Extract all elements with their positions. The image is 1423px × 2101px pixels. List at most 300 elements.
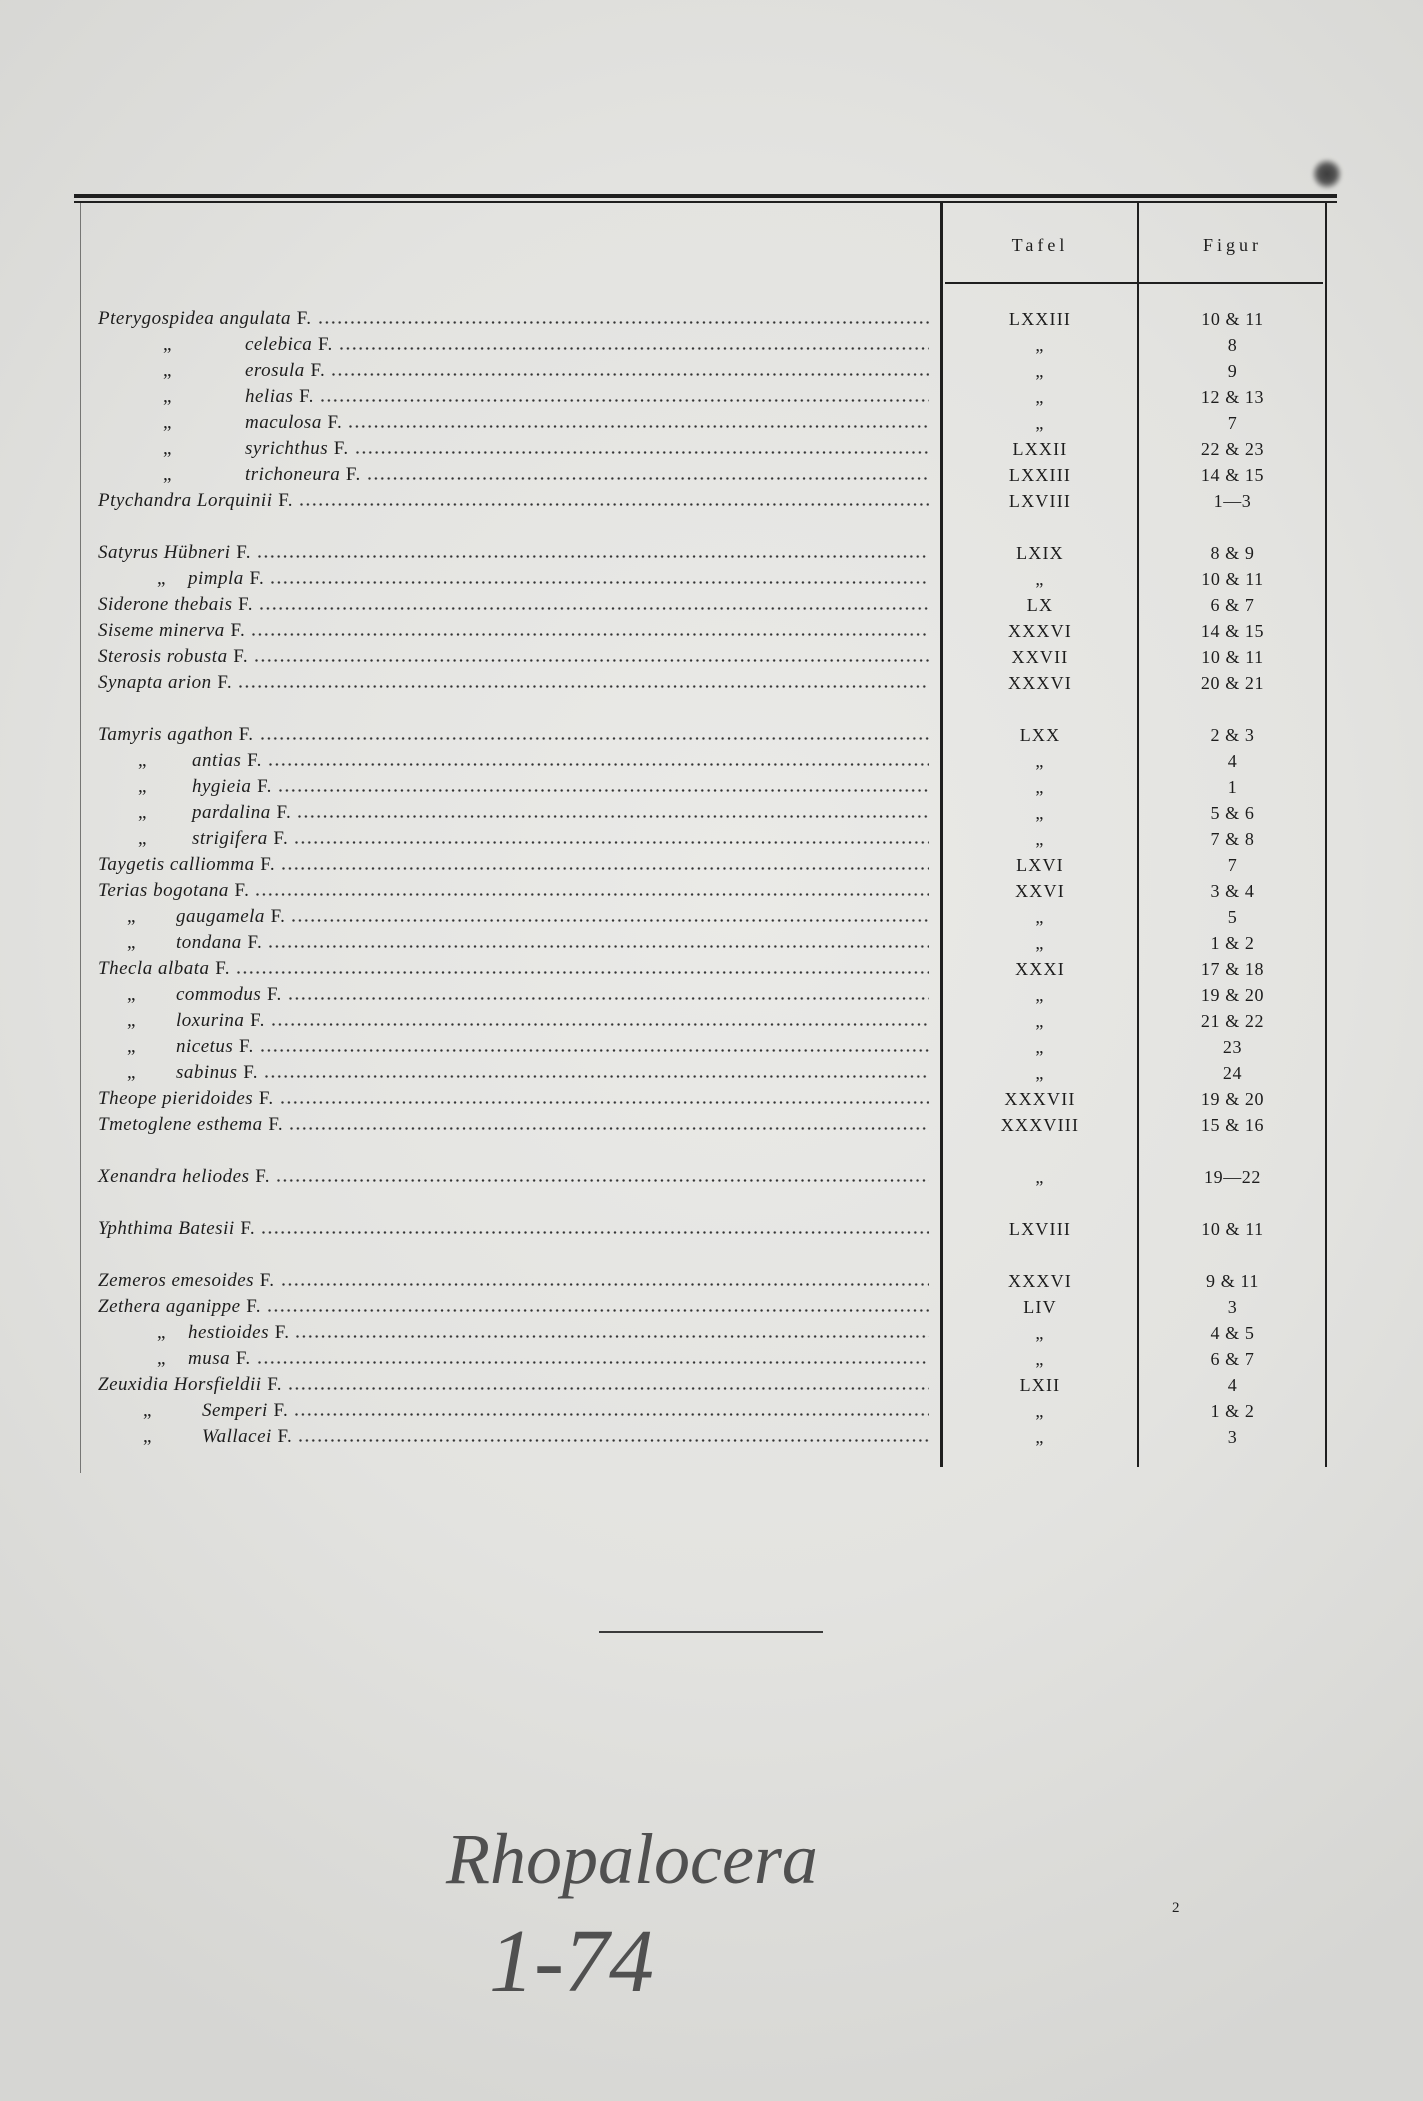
figur-value: 6 & 7	[1210, 1349, 1255, 1369]
entry-name-cell	[176, 982, 929, 1008]
dot-leader	[261, 1049, 929, 1052]
index-row	[0, 800, 1423, 826]
author-abbreviation: F.	[215, 958, 231, 979]
page-number: 2	[1172, 1900, 1180, 1916]
author-abbreviation: F.	[247, 750, 262, 771]
dot-leader	[255, 659, 929, 662]
species-name: celebica	[245, 334, 313, 355]
dot-leader	[277, 1179, 929, 1182]
entry-name-cell	[98, 670, 929, 696]
index-row	[0, 384, 1423, 410]
species-name: hestioides	[188, 1322, 269, 1343]
figur-value: 1	[1227, 777, 1238, 797]
tafel-value: „	[1035, 1323, 1045, 1343]
dot-leader	[296, 1335, 929, 1338]
tafel-value: „	[1035, 777, 1045, 797]
handwritten-range: 1-74	[489, 1912, 654, 2011]
index-row	[0, 956, 1423, 982]
entry-name-cell	[98, 1268, 929, 1294]
species-name: maculosa	[245, 412, 322, 433]
dot-leader	[349, 425, 929, 428]
author-abbreviation: F.	[276, 802, 292, 823]
ditto-mark: „	[163, 464, 172, 485]
species-name: Ptychandra Lorquinii	[98, 490, 273, 511]
entry-name-cell	[245, 332, 929, 358]
entry-name-cell	[98, 852, 929, 878]
ditto-mark: „	[157, 1322, 166, 1343]
ditto-mark: „	[143, 1400, 152, 1421]
ditto-mark: „	[163, 412, 172, 433]
species-name: loxurina	[176, 1010, 245, 1031]
tafel-value: „	[1035, 569, 1045, 589]
tafel-value: „	[1035, 1427, 1045, 1447]
tafel-value: XXXI	[1015, 959, 1065, 979]
species-name: Taygetis calliomma	[98, 854, 255, 875]
figur-value: 20 & 21	[1200, 673, 1265, 693]
tafel-value: „	[1035, 1063, 1045, 1083]
dot-leader	[368, 477, 929, 480]
tafel-value: „	[1035, 413, 1045, 433]
index-row	[0, 982, 1423, 1008]
figur-value: 5	[1227, 907, 1238, 927]
index-row	[0, 488, 1423, 514]
species-name: pardalina	[192, 802, 271, 823]
entry-name-cell	[245, 358, 929, 384]
index-row	[0, 1034, 1423, 1060]
species-name: hygieia	[192, 776, 252, 797]
species-name: pimpla	[188, 568, 244, 589]
species-name: Sterosis robusta	[98, 646, 228, 667]
species-name: Wallacei	[202, 1426, 272, 1447]
figur-value: 19—22	[1204, 1167, 1261, 1187]
index-row	[0, 306, 1423, 332]
entry-name-cell	[98, 1216, 929, 1242]
tafel-value: „	[1035, 829, 1045, 849]
entry-name-cell	[192, 774, 929, 800]
tafel-value: LXIX	[1016, 543, 1064, 563]
tafel-value: „	[1035, 985, 1045, 1005]
tafel-value: LX	[1026, 595, 1054, 615]
figur-value: 3	[1227, 1297, 1238, 1317]
tafel-value: „	[1035, 933, 1045, 953]
dot-leader	[319, 321, 929, 324]
ditto-mark: „	[163, 386, 172, 407]
tafel-value: „	[1035, 387, 1045, 407]
author-abbreviation: F.	[267, 1374, 283, 1395]
index-row	[0, 878, 1423, 904]
figur-value: 10 & 11	[1201, 309, 1264, 329]
entry-name-cell	[98, 592, 929, 618]
dot-leader	[289, 997, 929, 1000]
dot-leader	[272, 1023, 929, 1026]
species-name: syrichthus	[245, 438, 329, 459]
ditto-mark: „	[138, 776, 147, 797]
figur-value: 4	[1227, 751, 1238, 771]
figur-value: 7	[1227, 855, 1238, 875]
dot-leader	[281, 1101, 929, 1104]
author-abbreviation: F.	[238, 594, 253, 615]
author-abbreviation: F.	[277, 1426, 293, 1447]
ditto-mark: „	[138, 750, 147, 771]
ditto-mark: „	[163, 360, 172, 381]
index-row	[0, 410, 1423, 436]
dot-leader	[356, 451, 929, 454]
author-abbreviation: F.	[270, 906, 286, 927]
figur-value: 10 & 11	[1201, 647, 1264, 667]
entry-name-cell	[98, 956, 929, 982]
author-abbreviation: F.	[317, 334, 333, 355]
index-row	[0, 904, 1423, 930]
figur-value: 7 & 8	[1210, 829, 1255, 849]
index-row	[0, 1372, 1423, 1398]
entry-name-cell	[98, 488, 929, 514]
figur-value: 6 & 7	[1210, 595, 1255, 615]
entry-name-cell	[98, 878, 929, 904]
index-row	[0, 436, 1423, 462]
figur-value: 4 & 5	[1210, 1323, 1255, 1343]
dot-leader	[298, 815, 929, 818]
author-abbreviation: F.	[327, 412, 343, 433]
index-row	[0, 1086, 1423, 1112]
ditto-mark: „	[127, 1036, 136, 1057]
author-abbreviation: F.	[273, 828, 289, 849]
index-row	[0, 1268, 1423, 1294]
author-abbreviation: F.	[273, 1400, 289, 1421]
species-name: helias	[245, 386, 294, 407]
entry-name-cell	[188, 566, 929, 592]
dot-leader	[262, 1231, 929, 1234]
tafel-value: LXII	[1019, 1375, 1061, 1395]
entry-name-cell	[98, 1372, 929, 1398]
entry-name-cell	[176, 1008, 929, 1034]
handwritten-title: Rhopalocera	[446, 1819, 818, 1899]
index-row	[0, 852, 1423, 878]
author-abbreviation: F.	[246, 1296, 262, 1317]
author-abbreviation: F.	[259, 1270, 275, 1291]
index-row	[0, 1060, 1423, 1086]
figur-value: 8 & 9	[1210, 543, 1255, 563]
tafel-value: „	[1035, 1011, 1045, 1031]
dot-leader	[282, 867, 929, 870]
index-row	[0, 332, 1423, 358]
figur-column-header: Figur	[1202, 235, 1262, 255]
entry-name-cell	[188, 1320, 929, 1346]
species-name: tondana	[176, 932, 242, 953]
species-name: sabinus	[176, 1062, 238, 1083]
author-abbreviation: F.	[217, 672, 233, 693]
ditto-mark: „	[127, 932, 136, 953]
figur-value: 19 & 20	[1200, 985, 1265, 1005]
index-row	[0, 1216, 1423, 1242]
figur-value: 1 & 2	[1210, 1401, 1255, 1421]
figur-value: 3	[1227, 1427, 1238, 1447]
tafel-value: „	[1035, 361, 1045, 381]
figur-value: 1 & 2	[1210, 933, 1255, 953]
dot-leader	[252, 633, 929, 636]
index-row	[0, 462, 1423, 488]
species-name: Semperi	[202, 1400, 268, 1421]
figur-value: 9	[1227, 361, 1238, 381]
entry-name-cell	[98, 1294, 929, 1320]
ditto-mark: „	[163, 438, 172, 459]
tafel-value: „	[1035, 907, 1045, 927]
author-abbreviation: F.	[235, 1348, 251, 1369]
entry-name-cell	[98, 540, 929, 566]
tafel-value: XXXVIII	[1000, 1115, 1080, 1135]
species-name: erosula	[245, 360, 305, 381]
ditto-mark: „	[127, 1010, 136, 1031]
index-row	[0, 1164, 1423, 1190]
entry-name-cell	[192, 800, 929, 826]
tafel-value: LXXIII	[1008, 465, 1072, 485]
tafel-value: LXXIII	[1008, 309, 1072, 329]
figur-value: 17 & 18	[1200, 959, 1265, 979]
dot-leader	[269, 945, 929, 948]
entry-name-cell	[176, 904, 929, 930]
figur-value: 23	[1222, 1037, 1243, 1057]
ditto-mark: „	[127, 1062, 136, 1083]
figur-value: 14 & 15	[1200, 465, 1265, 485]
figur-value: 5 & 6	[1210, 803, 1255, 823]
ditto-mark: „	[157, 568, 166, 589]
ditto-mark: „	[127, 906, 136, 927]
index-row	[0, 358, 1423, 384]
entry-name-cell	[202, 1424, 929, 1450]
index-row	[0, 566, 1423, 592]
dot-leader	[258, 1361, 929, 1364]
figur-value: 9 & 11	[1206, 1271, 1259, 1291]
species-name: commodus	[176, 984, 262, 1005]
species-name: Yphthima Batesii	[98, 1218, 235, 1239]
entry-name-cell	[98, 644, 929, 670]
entry-name-cell	[245, 410, 929, 436]
tafel-value: XXXVI	[1008, 673, 1072, 693]
index-row	[0, 722, 1423, 748]
species-name: Terias bogotana	[98, 880, 229, 901]
tafel-value: XXVI	[1015, 881, 1065, 901]
species-name: Xenandra heliodes	[98, 1166, 250, 1187]
tafel-value: LXVIII	[1008, 491, 1072, 511]
tafel-value: „	[1035, 1401, 1045, 1421]
tafel-value: XXXVII	[1004, 1089, 1076, 1109]
tafel-value: „	[1035, 1037, 1045, 1057]
species-name: Tamyris agathon	[98, 724, 234, 745]
ditto-mark: „	[138, 802, 147, 823]
species-name: Zemeros emesoides	[98, 1270, 255, 1291]
index-row	[0, 1424, 1423, 1450]
entry-name-cell	[98, 618, 929, 644]
tafel-value: LXX	[1019, 725, 1061, 745]
index-row	[0, 748, 1423, 774]
species-name: gaugamela	[176, 906, 265, 927]
figur-value: 2 & 3	[1210, 725, 1255, 745]
author-abbreviation: F.	[233, 646, 249, 667]
author-abbreviation: F.	[240, 1218, 256, 1239]
ditto-mark: „	[138, 828, 147, 849]
species-name: Synapta arion	[98, 672, 212, 693]
dot-leader	[340, 347, 929, 350]
dot-leader	[295, 841, 929, 844]
author-abbreviation: F.	[250, 1010, 265, 1031]
dot-leader	[261, 737, 929, 740]
dot-leader	[239, 685, 929, 688]
ditto-mark: „	[143, 1426, 152, 1447]
dot-leader	[299, 1439, 929, 1442]
species-name: Thecla albata	[98, 958, 210, 979]
entry-name-cell	[98, 1086, 929, 1112]
index-row	[0, 1008, 1423, 1034]
ditto-mark: „	[127, 984, 136, 1005]
index-row	[0, 1112, 1423, 1138]
tafel-value: „	[1035, 751, 1045, 771]
tafel-value: XXXVI	[1008, 621, 1072, 641]
species-name: Tmetoglene esthema	[98, 1114, 263, 1135]
entry-name-cell	[98, 722, 929, 748]
entry-name-cell	[176, 1034, 929, 1060]
species-name: Pterygospidea angulata	[98, 308, 292, 329]
figur-value: 22 & 23	[1200, 439, 1265, 459]
figur-value: 4	[1227, 1375, 1238, 1395]
entry-name-cell	[98, 1112, 929, 1138]
figur-value: 21 & 22	[1200, 1011, 1265, 1031]
entry-name-cell	[188, 1346, 929, 1372]
ditto-mark: „	[163, 334, 172, 355]
index-row	[0, 826, 1423, 852]
dot-leader	[265, 1075, 929, 1078]
tafel-value: LIV	[1023, 1297, 1057, 1317]
index-row	[0, 540, 1423, 566]
species-name: Siderone thebais	[98, 594, 233, 615]
entry-name-cell	[176, 930, 929, 956]
dot-leader	[268, 1309, 929, 1312]
author-abbreviation: F.	[249, 568, 265, 589]
entry-name-cell	[98, 1164, 929, 1190]
author-abbreviation: F.	[260, 854, 276, 875]
dot-leader	[279, 789, 929, 792]
index-row	[0, 930, 1423, 956]
tafel-value: „	[1035, 1167, 1045, 1187]
tafel-value: LXVI	[1016, 855, 1064, 875]
author-abbreviation: F.	[257, 776, 272, 797]
author-abbreviation: F.	[238, 724, 254, 745]
tafel-value: „	[1035, 335, 1045, 355]
author-abbreviation: F.	[296, 308, 312, 329]
author-abbreviation: F.	[299, 386, 314, 407]
dot-leader	[290, 1127, 929, 1130]
dot-leader	[289, 1387, 929, 1390]
author-abbreviation: F.	[236, 542, 252, 563]
index-row	[0, 1294, 1423, 1320]
ditto-mark: „	[157, 1348, 166, 1369]
index-row	[0, 1398, 1423, 1424]
tafel-value: LXVIII	[1008, 1219, 1072, 1239]
dot-leader	[256, 893, 929, 896]
figur-value: 8	[1227, 335, 1238, 355]
figur-value: 10 & 11	[1201, 1219, 1264, 1239]
species-name: strigifera	[192, 828, 268, 849]
dot-leader	[292, 919, 929, 922]
author-abbreviation: F.	[243, 1062, 259, 1083]
species-name: trichoneura	[245, 464, 341, 485]
dot-leader	[300, 503, 929, 506]
entry-name-cell	[245, 384, 929, 410]
dot-leader	[295, 1413, 929, 1416]
species-name: antias	[192, 750, 242, 771]
species-name: Theope pieridoides	[98, 1088, 254, 1109]
figur-value: 1—3	[1213, 491, 1252, 511]
dot-leader	[282, 1283, 929, 1286]
author-abbreviation: F.	[333, 438, 349, 459]
dot-leader	[269, 763, 929, 766]
species-name: Zethera aganippe	[98, 1296, 241, 1317]
dot-leader	[332, 373, 929, 376]
tafel-value: LXXII	[1012, 439, 1068, 459]
entry-name-cell	[202, 1398, 929, 1424]
tafel-value: „	[1035, 803, 1045, 823]
index-row	[0, 592, 1423, 618]
index-row	[0, 670, 1423, 696]
figur-value: 10 & 11	[1201, 569, 1264, 589]
dot-leader	[260, 607, 929, 610]
author-abbreviation: F.	[255, 1166, 270, 1187]
index-row	[0, 774, 1423, 800]
entry-name-cell	[245, 436, 929, 462]
author-abbreviation: F.	[345, 464, 361, 485]
figur-value: 24	[1222, 1063, 1243, 1083]
figur-value: 7	[1227, 413, 1238, 433]
figur-value: 14 & 15	[1200, 621, 1265, 641]
entry-name-cell	[98, 306, 929, 332]
entry-name-cell	[192, 748, 929, 774]
tafel-value: XXXVI	[1008, 1271, 1072, 1291]
species-name: musa	[188, 1348, 231, 1369]
figur-value: 12 & 13	[1200, 387, 1265, 407]
entry-name-cell	[245, 462, 929, 488]
species-name: nicetus	[176, 1036, 234, 1057]
author-abbreviation: F.	[239, 1036, 254, 1057]
species-name: Zeuxidia Horsfieldii	[98, 1374, 262, 1395]
dot-leader	[258, 555, 929, 558]
figur-value: 19 & 20	[1200, 1089, 1265, 1109]
index-row	[0, 618, 1423, 644]
index-row	[0, 1346, 1423, 1372]
author-abbreviation: F.	[310, 360, 326, 381]
author-abbreviation: F.	[268, 1114, 284, 1135]
index-row	[0, 644, 1423, 670]
tafel-column-header: Tafel	[1011, 235, 1069, 255]
author-abbreviation: F.	[258, 1088, 274, 1109]
entry-name-cell	[192, 826, 929, 852]
dot-leader	[237, 971, 929, 974]
index-row	[0, 1320, 1423, 1346]
entry-name-cell	[176, 1060, 929, 1086]
author-abbreviation: F.	[278, 490, 293, 511]
species-name: Satyrus Hübneri	[98, 542, 231, 563]
author-abbreviation: F.	[274, 1322, 290, 1343]
figur-value: 15 & 16	[1200, 1115, 1265, 1135]
author-abbreviation: F.	[266, 984, 282, 1005]
tafel-value: XXVII	[1011, 647, 1069, 667]
dot-leader	[321, 399, 929, 402]
tafel-value: „	[1035, 1349, 1045, 1369]
author-abbreviation: F.	[247, 932, 263, 953]
author-abbreviation: F.	[230, 620, 246, 641]
closing-divider	[599, 1631, 823, 1633]
author-abbreviation: F.	[234, 880, 250, 901]
figur-value: 3 & 4	[1210, 881, 1255, 901]
dot-leader	[271, 581, 929, 584]
species-name: Siseme minerva	[98, 620, 225, 641]
